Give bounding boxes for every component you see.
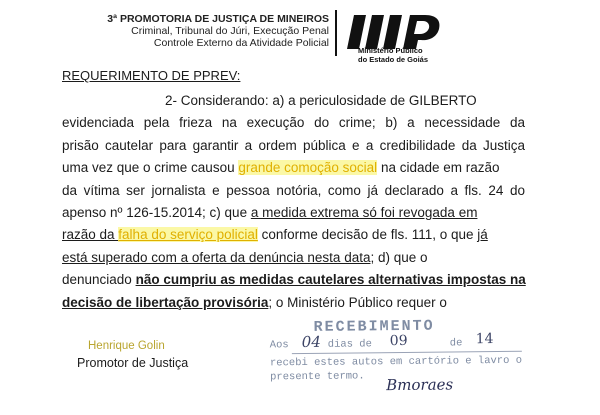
stamp-rule [292, 351, 522, 354]
highlighted-text: grande comoção social [238, 160, 378, 176]
text-run: uma vez que o crime causou [62, 160, 239, 176]
stamp-text-line: recebi estes autos em cartório e lavro o [269, 354, 523, 370]
stamp-aos: Aos [269, 339, 289, 352]
paragraph-line [62, 292, 525, 314]
header-office: 3ª PROMOTORIA DE JUSTIÇA DE MINEIROS [107, 13, 329, 25]
stamp-month: 09 [389, 332, 408, 350]
paragraph-line [62, 202, 525, 224]
text-run: apenso nº 126-15.2014; c) que [62, 205, 251, 221]
paragraph-line [62, 90, 525, 112]
text-run: conforme decisão de fls. 111, o que [257, 227, 478, 243]
paragraph-line [62, 224, 525, 246]
logo-caption [358, 47, 448, 64]
stamp-title: RECEBIMENTO [313, 317, 435, 336]
logo-caption-line1: Ministério Público [358, 46, 423, 55]
text-run: da vítima ser jornalista e pessoa notória, como já declarado a fls. 24 do [62, 182, 525, 198]
paragraph-line [62, 112, 525, 134]
text-run: ; o Ministério Público requer o [268, 294, 447, 310]
underlined-text: já [477, 227, 488, 243]
underlined-text: razão da [62, 227, 119, 243]
logo-caption-line2: do Estado de Goiás [358, 54, 429, 64]
stamp-day: 04 [301, 332, 321, 352]
text-run: denunciado [62, 272, 136, 288]
stamp-signature: Bmoraes [386, 375, 454, 395]
text-run: 2- Considerando: a) a periculosidade de GILBERTO [165, 93, 477, 108]
bold-underlined-text: decisão de libertação provisória [62, 294, 269, 310]
paragraph-line [62, 157, 525, 179]
header-block [95, 13, 329, 49]
stamp-year: 14 [475, 331, 494, 348]
header-divider [335, 10, 337, 56]
text-run: evidenciada pela frieza na execução do crime; b) a necessidade da [62, 115, 525, 131]
document-body [62, 90, 525, 314]
text-run: prisão cautelar para garantir a ordem pública e a credibilidade da Justiça [62, 137, 525, 153]
text-run: na cidade em razão [377, 160, 500, 176]
paragraph-line [62, 135, 525, 157]
header-control: Controle Externo da Atividade Policial [153, 37, 329, 49]
signature-name: Henrique Golin [88, 340, 165, 352]
underlined-text: está superado com a oferta da denúncia nesta data [62, 249, 371, 265]
stamp-dias: dias de [327, 338, 372, 351]
receipt-stamp [262, 317, 543, 415]
mp-logo-icon [345, 9, 445, 51]
signature-role: Promotor de Justiça [77, 356, 189, 370]
document-title: REQUERIMENTO DE PPREV: [62, 68, 241, 83]
stamp-de: de [449, 337, 463, 350]
text-run: ; d) que o [370, 249, 428, 265]
paragraph-line [62, 269, 525, 291]
bold-underlined-text: não cumpriu as medidas cautelares alternativas impostas na [135, 272, 526, 288]
header-division: Criminal, Tribunal do Júri, Execução Penal [131, 25, 329, 37]
highlighted-text: falha do serviço policial [118, 227, 258, 243]
paragraph-line [62, 247, 525, 269]
paragraph-line [62, 180, 525, 202]
stamp-text-line: presente termo. [270, 370, 365, 384]
underlined-text: a medida extrema só foi revogada em [250, 205, 478, 221]
